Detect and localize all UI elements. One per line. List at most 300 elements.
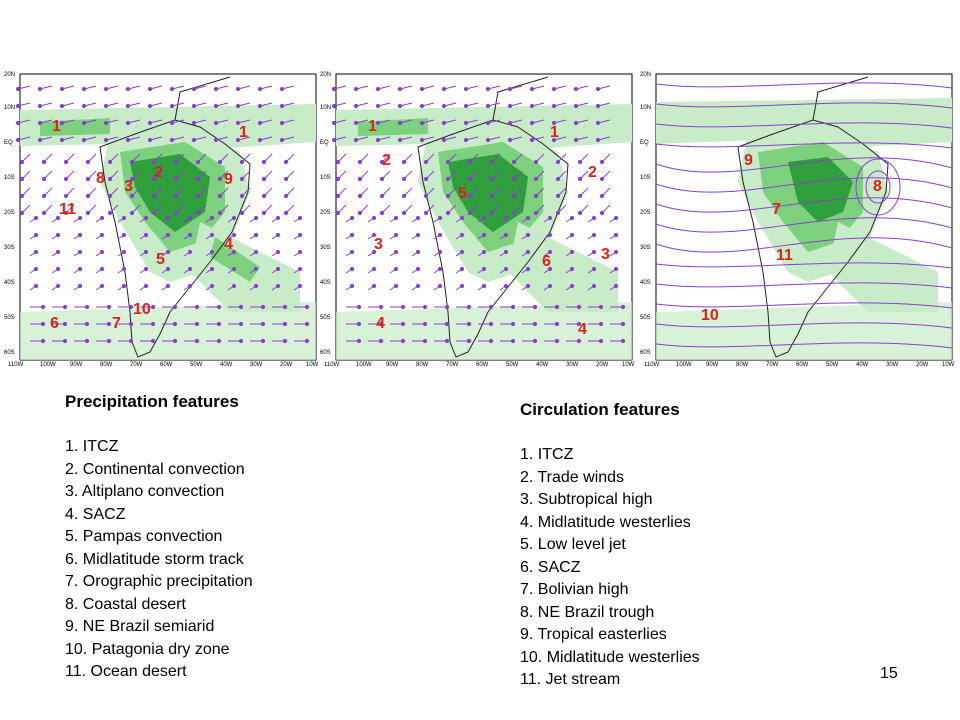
wind-arrow-head	[401, 339, 404, 342]
wind-arrow-head	[63, 322, 66, 325]
wind-arrow-head	[195, 305, 198, 308]
feature-number: 8	[873, 178, 882, 195]
wind-arrow-head	[107, 322, 110, 325]
wind-arrow-head	[34, 250, 37, 253]
wind-arrow-head	[20, 160, 23, 163]
wind-arrow-head	[555, 339, 558, 342]
legend-item: 2. Continental convection	[65, 460, 245, 478]
wind-arrow-head	[599, 322, 602, 325]
wind-arrow-head	[254, 250, 257, 253]
wind-arrow-head	[577, 339, 580, 342]
wind-arrow-head	[298, 233, 301, 236]
legend-item: 6. Midlatitude storm track	[65, 550, 244, 568]
lon-tick: 10W	[622, 362, 635, 368]
wind-arrow-head	[240, 177, 243, 180]
wind-arrow-head	[398, 104, 401, 107]
wind-arrow-head	[64, 194, 67, 197]
wind-arrow-head	[482, 216, 485, 219]
legend-item: 11. Jet stream	[520, 671, 621, 688]
wind-arrow-head	[86, 177, 89, 180]
wind-arrow-head	[41, 305, 44, 308]
wind-arrow-head	[530, 87, 533, 90]
wind-arrow-head	[214, 104, 217, 107]
wind-arrow-head	[254, 284, 257, 287]
wind-arrow-head	[129, 322, 132, 325]
wind-arrow-head	[34, 267, 37, 270]
wind-arrow-head	[336, 194, 339, 197]
wind-arrow-head	[416, 250, 419, 253]
wind-arrow-head	[350, 250, 353, 253]
wind-arrow-head	[174, 211, 177, 214]
wind-arrow-head	[188, 216, 191, 219]
wind-arrow-head	[445, 305, 448, 308]
wind-arrow-head	[486, 104, 489, 107]
lat-tick: 40S	[640, 280, 651, 286]
wind-arrow-head	[468, 194, 471, 197]
wind-arrow-head	[508, 121, 511, 124]
wind-arrow-head	[78, 250, 81, 253]
wind-arrow-head	[438, 267, 441, 270]
wind-arrow-head	[398, 121, 401, 124]
wind-arrow-head	[100, 250, 103, 253]
wind-arrow-head	[16, 138, 19, 141]
wind-arrow-head	[468, 211, 471, 214]
legend-item: 1. ITCZ	[520, 446, 574, 463]
wind-arrow-head	[108, 211, 111, 214]
wind-arrow-head	[298, 250, 301, 253]
wind-arrow-head	[526, 284, 529, 287]
wind-arrow-head	[78, 233, 81, 236]
wind-arrow-head	[210, 216, 213, 219]
wind-arrow-head	[41, 339, 44, 342]
wind-arrow-head	[196, 211, 199, 214]
lat-tick: 20N	[640, 72, 652, 78]
wind-arrow-head	[376, 138, 379, 141]
wind-arrow-head	[85, 322, 88, 325]
legend-item: 9. Tropical easterlies	[520, 626, 667, 643]
wind-arrow-head	[332, 121, 335, 124]
wind-arrow-head	[354, 104, 357, 107]
wind-arrow-head	[214, 138, 217, 141]
wind-arrow-head	[56, 284, 59, 287]
wind-arrow-head	[100, 233, 103, 236]
wind-arrow-head	[16, 104, 19, 107]
page-number: 15	[880, 665, 898, 682]
wind-arrow-head	[148, 87, 151, 90]
wind-arrow-head	[574, 138, 577, 141]
wind-arrow-head	[552, 104, 555, 107]
wind-arrow-head	[600, 177, 603, 180]
wind-arrow-head	[490, 177, 493, 180]
wind-arrow-head	[78, 284, 81, 287]
wind-arrow-head	[170, 87, 173, 90]
wind-arrow-head	[195, 339, 198, 342]
wind-arrow-head	[358, 194, 361, 197]
wind-arrow-head	[556, 211, 559, 214]
wind-arrow-head	[350, 284, 353, 287]
wind-arrow-head	[86, 211, 89, 214]
legend-item: 10. Midlatitude westerlies	[520, 648, 700, 666]
legend-item: 7. Bolivian high	[520, 581, 629, 598]
lat-tick: 30S	[320, 245, 331, 251]
wind-arrow-head	[173, 339, 176, 342]
wind-arrow-head	[416, 284, 419, 287]
wind-arrow-head	[34, 216, 37, 219]
wind-arrow-head	[20, 194, 23, 197]
wind-arrow-head	[151, 305, 154, 308]
wind-arrow-head	[38, 104, 41, 107]
lat-tick: 10N	[640, 105, 652, 111]
wind-arrow-head	[556, 160, 559, 163]
wind-arrow-head	[217, 339, 220, 342]
wind-arrow-head	[336, 177, 339, 180]
wind-arrow-head	[104, 104, 107, 107]
wind-arrow-head	[376, 104, 379, 107]
feature-number: 4	[224, 236, 233, 253]
feature-number: 1	[550, 124, 559, 141]
wind-arrow-head	[438, 216, 441, 219]
feature-number: 9	[744, 152, 753, 169]
wind-arrow-head	[218, 160, 221, 163]
wind-arrow-head	[354, 87, 357, 90]
wind-arrow-head	[276, 267, 279, 270]
wind-arrow-head	[64, 177, 67, 180]
wind-arrow-head	[512, 194, 515, 197]
wind-arrow-head	[548, 284, 551, 287]
wind-arrow-head	[394, 216, 397, 219]
wind-arrow-head	[126, 87, 129, 90]
feature-number: 2	[382, 152, 391, 169]
wind-arrow-head	[482, 233, 485, 236]
lon-tick: 30W	[566, 362, 579, 368]
wind-arrow-head	[78, 216, 81, 219]
wind-arrow-head	[438, 250, 441, 253]
wind-arrow-head	[486, 121, 489, 124]
wind-arrow-head	[188, 267, 191, 270]
wind-arrow-head	[350, 216, 353, 219]
wind-arrow-head	[144, 250, 147, 253]
map-canvas-2	[318, 72, 638, 372]
wind-arrow-head	[416, 233, 419, 236]
wind-arrow-head	[239, 339, 242, 342]
lat-tick: EQ	[640, 140, 649, 146]
wind-arrow-head	[504, 233, 507, 236]
wind-arrow-head	[489, 322, 492, 325]
wind-arrow-head	[174, 160, 177, 163]
wind-arrow-head	[129, 339, 132, 342]
lon-tick: 100W	[356, 362, 372, 368]
wind-arrow-head	[398, 87, 401, 90]
wind-arrow-head	[148, 104, 151, 107]
wind-arrow-head	[280, 87, 283, 90]
wind-arrow-head	[262, 211, 265, 214]
lon-tick: 80W	[416, 362, 429, 368]
wind-arrow-head	[423, 305, 426, 308]
wind-arrow-head	[614, 216, 617, 219]
wind-arrow-head	[358, 211, 361, 214]
wind-arrow-head	[398, 138, 401, 141]
wind-arrow-head	[151, 322, 154, 325]
wind-arrow-head	[350, 233, 353, 236]
wind-arrow-head	[526, 267, 529, 270]
wind-arrow-head	[56, 267, 59, 270]
wind-arrow-head	[16, 121, 19, 124]
wind-arrow-head	[276, 233, 279, 236]
lon-tick: 50W	[826, 362, 839, 368]
wind-arrow-head	[354, 138, 357, 141]
lat-tick: 20S	[320, 210, 331, 216]
wind-arrow-head	[34, 284, 37, 287]
lat-tick: 60S	[640, 350, 651, 356]
feature-number: 1	[52, 118, 61, 135]
lon-tick: 70W	[766, 362, 779, 368]
wind-arrow-head	[379, 305, 382, 308]
wind-arrow-head	[305, 322, 308, 325]
wind-arrow-head	[530, 138, 533, 141]
wind-arrow-head	[416, 216, 419, 219]
wind-arrow-head	[446, 194, 449, 197]
wind-arrow-head	[467, 339, 470, 342]
wind-arrow-head	[570, 233, 573, 236]
lat-tick: 10N	[320, 105, 332, 111]
legend-item: 11. Ocean desert	[65, 663, 187, 680]
wind-arrow-head	[42, 160, 45, 163]
wind-arrow-head	[108, 194, 111, 197]
wind-arrow-head	[489, 305, 492, 308]
wind-arrow-head	[240, 160, 243, 163]
precipitation-legend	[65, 392, 253, 684]
wind-arrow-head	[298, 284, 301, 287]
wind-arrow-head	[358, 177, 361, 180]
wind-arrow-head	[555, 305, 558, 308]
wind-arrow-head	[152, 211, 155, 214]
wind-arrow-head	[464, 121, 467, 124]
lat-tick: 40S	[4, 280, 15, 286]
feature-number: 5	[458, 185, 467, 202]
wind-arrow-head	[614, 233, 617, 236]
wind-arrow-head	[599, 339, 602, 342]
legend-item: 4. SACZ	[65, 505, 126, 523]
wind-arrow-head	[170, 138, 173, 141]
wind-arrow-head	[482, 284, 485, 287]
wind-arrow-head	[100, 284, 103, 287]
feature-number: 4	[578, 321, 587, 338]
feature-number: 10	[701, 307, 719, 324]
wind-arrow-head	[122, 216, 125, 219]
wind-arrow-head	[210, 250, 213, 253]
wind-arrow-head	[126, 104, 129, 107]
feature-number: 8	[96, 170, 105, 187]
wind-arrow-head	[534, 160, 537, 163]
wind-arrow-head	[446, 177, 449, 180]
lon-tick: 20W	[916, 362, 929, 368]
wind-arrow-head	[394, 267, 397, 270]
wind-arrow-head	[107, 305, 110, 308]
wind-arrow-head	[394, 284, 397, 287]
wind-arrow-head	[394, 250, 397, 253]
wind-arrow-head	[108, 177, 111, 180]
wind-arrow-head	[144, 216, 147, 219]
lon-tick: 40W	[220, 362, 233, 368]
wind-arrow-head	[284, 177, 287, 180]
wind-arrow-head	[42, 177, 45, 180]
feature-number: 11	[59, 201, 76, 218]
wind-arrow-head	[332, 138, 335, 141]
wind-arrow-head	[423, 322, 426, 325]
wind-arrow-head	[621, 322, 624, 325]
wind-arrow-head	[402, 194, 405, 197]
wind-arrow-head	[570, 250, 573, 253]
wind-arrow-head	[446, 160, 449, 163]
circulation-legend	[520, 400, 700, 692]
wind-arrow-head	[424, 194, 427, 197]
wind-arrow-head	[482, 250, 485, 253]
wind-arrow-head	[464, 138, 467, 141]
wind-arrow-head	[218, 177, 221, 180]
wind-arrow-head	[424, 211, 427, 214]
wind-arrow-head	[464, 104, 467, 107]
wind-arrow-head	[236, 104, 239, 107]
wind-arrow-head	[380, 177, 383, 180]
wind-arrow-head	[512, 211, 515, 214]
wind-arrow-head	[424, 177, 427, 180]
wind-arrow-head	[442, 138, 445, 141]
feature-number: 7	[772, 201, 781, 218]
wind-arrow-head	[82, 87, 85, 90]
wind-arrow-head	[511, 339, 514, 342]
wind-arrow-head	[467, 322, 470, 325]
wind-arrow-head	[530, 104, 533, 107]
feature-number: 3	[124, 178, 133, 195]
wind-arrow-head	[196, 160, 199, 163]
wind-arrow-head	[508, 138, 511, 141]
lat-tick: EQ	[4, 140, 13, 146]
wind-arrow-head	[232, 284, 235, 287]
wind-arrow-head	[166, 267, 169, 270]
lat-tick: 40S	[320, 280, 331, 286]
wind-arrow-head	[530, 121, 533, 124]
lon-tick: 40W	[536, 362, 549, 368]
wind-arrow-head	[592, 250, 595, 253]
wind-arrow-head	[578, 160, 581, 163]
wind-arrow-head	[621, 339, 624, 342]
wind-arrow-head	[56, 233, 59, 236]
wind-arrow-head	[63, 339, 66, 342]
wind-arrow-head	[104, 138, 107, 141]
legend-item: 8. NE Brazil trough	[520, 603, 655, 621]
wind-arrow-head	[614, 267, 617, 270]
wind-arrow-head	[218, 211, 221, 214]
feature-number: 1	[239, 124, 248, 141]
wind-arrow-head	[511, 305, 514, 308]
wind-arrow-head	[192, 121, 195, 124]
wind-arrow-head	[533, 322, 536, 325]
legend-item: 5. Pampas convection	[65, 528, 223, 545]
wind-arrow-head	[82, 138, 85, 141]
feature-number: 2	[588, 164, 597, 181]
wind-arrow-head	[148, 121, 151, 124]
wind-arrow-head	[261, 339, 264, 342]
wind-arrow-head	[122, 284, 125, 287]
feature-number: 11	[776, 247, 793, 264]
wind-arrow-head	[402, 211, 405, 214]
wind-arrow-head	[556, 194, 559, 197]
wind-arrow-head	[332, 87, 335, 90]
lon-tick: 40W	[856, 362, 869, 368]
wind-arrow-head	[239, 305, 242, 308]
wind-arrow-head	[424, 160, 427, 163]
lat-tick: EQ	[320, 140, 329, 146]
wind-arrow-head	[379, 339, 382, 342]
wind-arrow-head	[130, 160, 133, 163]
wind-arrow-head	[401, 322, 404, 325]
wind-arrow-head	[85, 339, 88, 342]
lat-tick: 50S	[640, 315, 651, 321]
wind-arrow-head	[600, 194, 603, 197]
lon-tick: 20W	[280, 362, 293, 368]
wind-arrow-head	[232, 216, 235, 219]
wind-arrow-head	[445, 322, 448, 325]
wind-arrow-head	[504, 284, 507, 287]
wind-arrow-head	[254, 233, 257, 236]
wind-arrow-head	[195, 322, 198, 325]
wind-arrow-head	[592, 267, 595, 270]
wind-arrow-head	[262, 160, 265, 163]
wind-arrow-head	[578, 211, 581, 214]
wind-arrow-head	[533, 305, 536, 308]
wind-arrow-head	[261, 322, 264, 325]
wind-arrow-head	[166, 284, 169, 287]
wind-arrow-head	[284, 211, 287, 214]
wind-arrow-head	[380, 194, 383, 197]
legend-title: Precipitation features	[65, 392, 239, 411]
wind-arrow-head	[214, 87, 217, 90]
lat-tick: 30S	[4, 245, 15, 251]
lat-tick: 50S	[320, 315, 331, 321]
wind-arrow-head	[592, 284, 595, 287]
wind-arrow-head	[438, 233, 441, 236]
wind-arrow-head	[596, 87, 599, 90]
wind-arrow-head	[166, 216, 169, 219]
wind-arrow-head	[442, 104, 445, 107]
feature-number: 3	[374, 236, 383, 253]
lat-tick: 20S	[640, 210, 651, 216]
lon-tick: 100W	[676, 362, 692, 368]
wind-arrow-head	[416, 267, 419, 270]
wind-arrow-head	[217, 305, 220, 308]
wind-arrow-head	[512, 177, 515, 180]
wind-arrow-head	[504, 267, 507, 270]
lat-tick: 20S	[4, 210, 15, 216]
wind-arrow-head	[511, 322, 514, 325]
legend-item: 7. Orographic precipitation	[65, 573, 253, 590]
wind-arrow-head	[420, 104, 423, 107]
feature-number: 7	[112, 315, 121, 332]
wind-arrow-head	[34, 233, 37, 236]
wind-arrow-head	[144, 284, 147, 287]
lat-tick: 30S	[640, 245, 651, 251]
wind-arrow-head	[210, 284, 213, 287]
wind-arrow-head	[262, 177, 265, 180]
wind-arrow-head	[420, 87, 423, 90]
wind-arrow-head	[276, 216, 279, 219]
wind-arrow-head	[504, 216, 507, 219]
wind-arrow-head	[283, 322, 286, 325]
lon-tick: 90W	[706, 362, 719, 368]
wind-arrow-head	[82, 104, 85, 107]
wind-arrow-head	[239, 322, 242, 325]
wind-arrow-head	[298, 216, 301, 219]
